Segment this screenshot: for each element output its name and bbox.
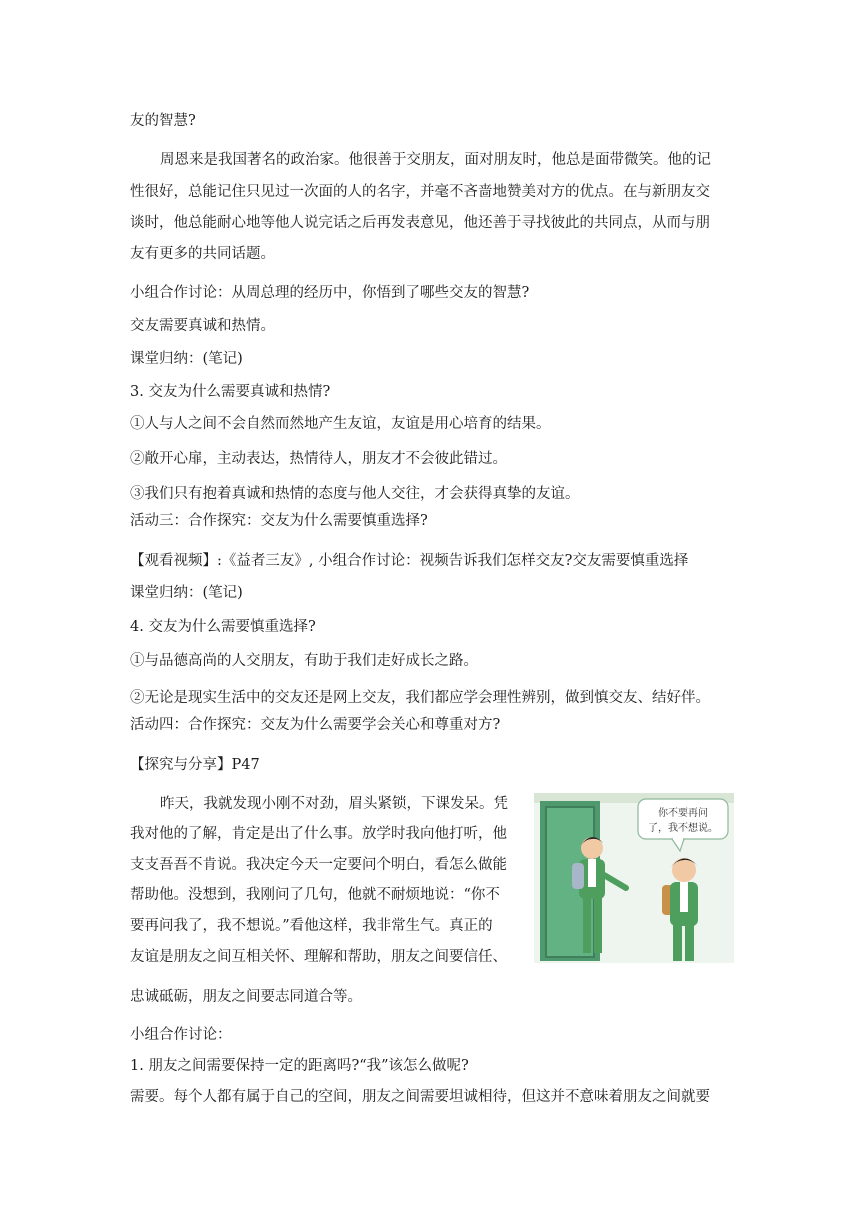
story-line: 支支吾吾不肯说。我决定今天一定要问个明白，看怎么做能	[130, 857, 507, 873]
video-activity-line: 【观看视频】:《益者三友》, 小组合作讨论：视频告诉我们怎样交友?交友需要慎重选择	[130, 553, 689, 569]
answer-line: 需要。每个人都有属于自己的空间，朋友之间需要坦诚相待，但这并不意味着朋友之间就要	[130, 1089, 710, 1105]
paragraph-line: 友有更多的共同话题。	[130, 246, 275, 262]
question-line: 1. 朋友之间需要保持一定的距离吗?“我”该怎么做呢?	[130, 1058, 469, 1074]
paragraph-line: 周恩来是我国著名的政治家。他很善于交朋友，面对朋友时，他总是面带微笑。他的记	[160, 152, 711, 168]
section-heading: 【探究与分享】P47	[130, 757, 260, 773]
list-item: ③我们只有抱着真诚和热情的态度与他人交往，才会获得真挚的友谊。	[130, 486, 580, 502]
discussion-prompt: 小组合作讨论：	[130, 1027, 232, 1043]
activity-heading: 活动三：合作探究：交友为什么需要慎重选择?	[130, 513, 428, 529]
speech-text-line: 了，我不想说。	[648, 823, 718, 834]
story-line: 我对他的了解，肯定是出了什么事。放学时我向他打听，他	[130, 826, 507, 842]
story-line: 忠诚砥砺，朋友之间要志同道合等。	[130, 989, 362, 1005]
paragraph-line: 性很好，总能记住只见过一次面的人的名字，并毫不吝啬地赞美对方的优点。在与新朋友交	[130, 184, 710, 200]
story-line: 友谊是朋友之间互相关怀、理解和帮助，朋友之间要信任、	[130, 949, 507, 965]
list-item: ①人与人之间不会自然而然地产生友谊，友谊是用心培育的结果。	[130, 416, 551, 432]
question-heading: 4. 交友为什么需要慎重选择?	[130, 619, 316, 635]
list-item: ②无论是现实生活中的交友还是网上交友，我们都应学会理性辨别，做到慎交友、结好伴。	[130, 690, 710, 706]
answer-line: 交友需要真诚和热情。	[130, 318, 275, 334]
textbook-illustration	[534, 793, 734, 963]
summary-heading: 课堂归纳：(笔记)	[130, 351, 243, 367]
activity-heading: 活动四：合作探究：交友为什么需要学会关心和尊重对方?	[130, 717, 501, 733]
question-heading: 3. 交友为什么需要真诚和热情?	[130, 384, 331, 400]
list-item: ①与品德高尚的人交朋友，有助于我们走好成长之路。	[130, 653, 478, 669]
paragraph-line: 谈时，他总能耐心地等他人说完话之后再发表意见，他还善于寻找彼此的共同点，从而与朋	[130, 215, 710, 231]
discussion-prompt: 小组合作讨论：从周总理的经历中，你悟到了哪些交友的智慧?	[130, 285, 530, 301]
list-item: ②敞开心扉，主动表达，热情待人，朋友才不会彼此错过。	[130, 451, 507, 467]
summary-heading: 课堂归纳：(笔记)	[130, 585, 243, 601]
story-line: 昨天，我就发现小刚不对劲，眉头紧锁，下课发呆。凭	[160, 796, 508, 812]
story-line: 帮助他。没想到，我刚问了几句，他就不耐烦地说：“你不	[130, 887, 500, 903]
story-line: 要再问我了，我不想说。”看他这样，我非常生气。真正的	[130, 918, 493, 934]
paragraph-line: 友的智慧?	[130, 113, 196, 129]
speech-text-line: 你不要再问	[658, 808, 708, 819]
